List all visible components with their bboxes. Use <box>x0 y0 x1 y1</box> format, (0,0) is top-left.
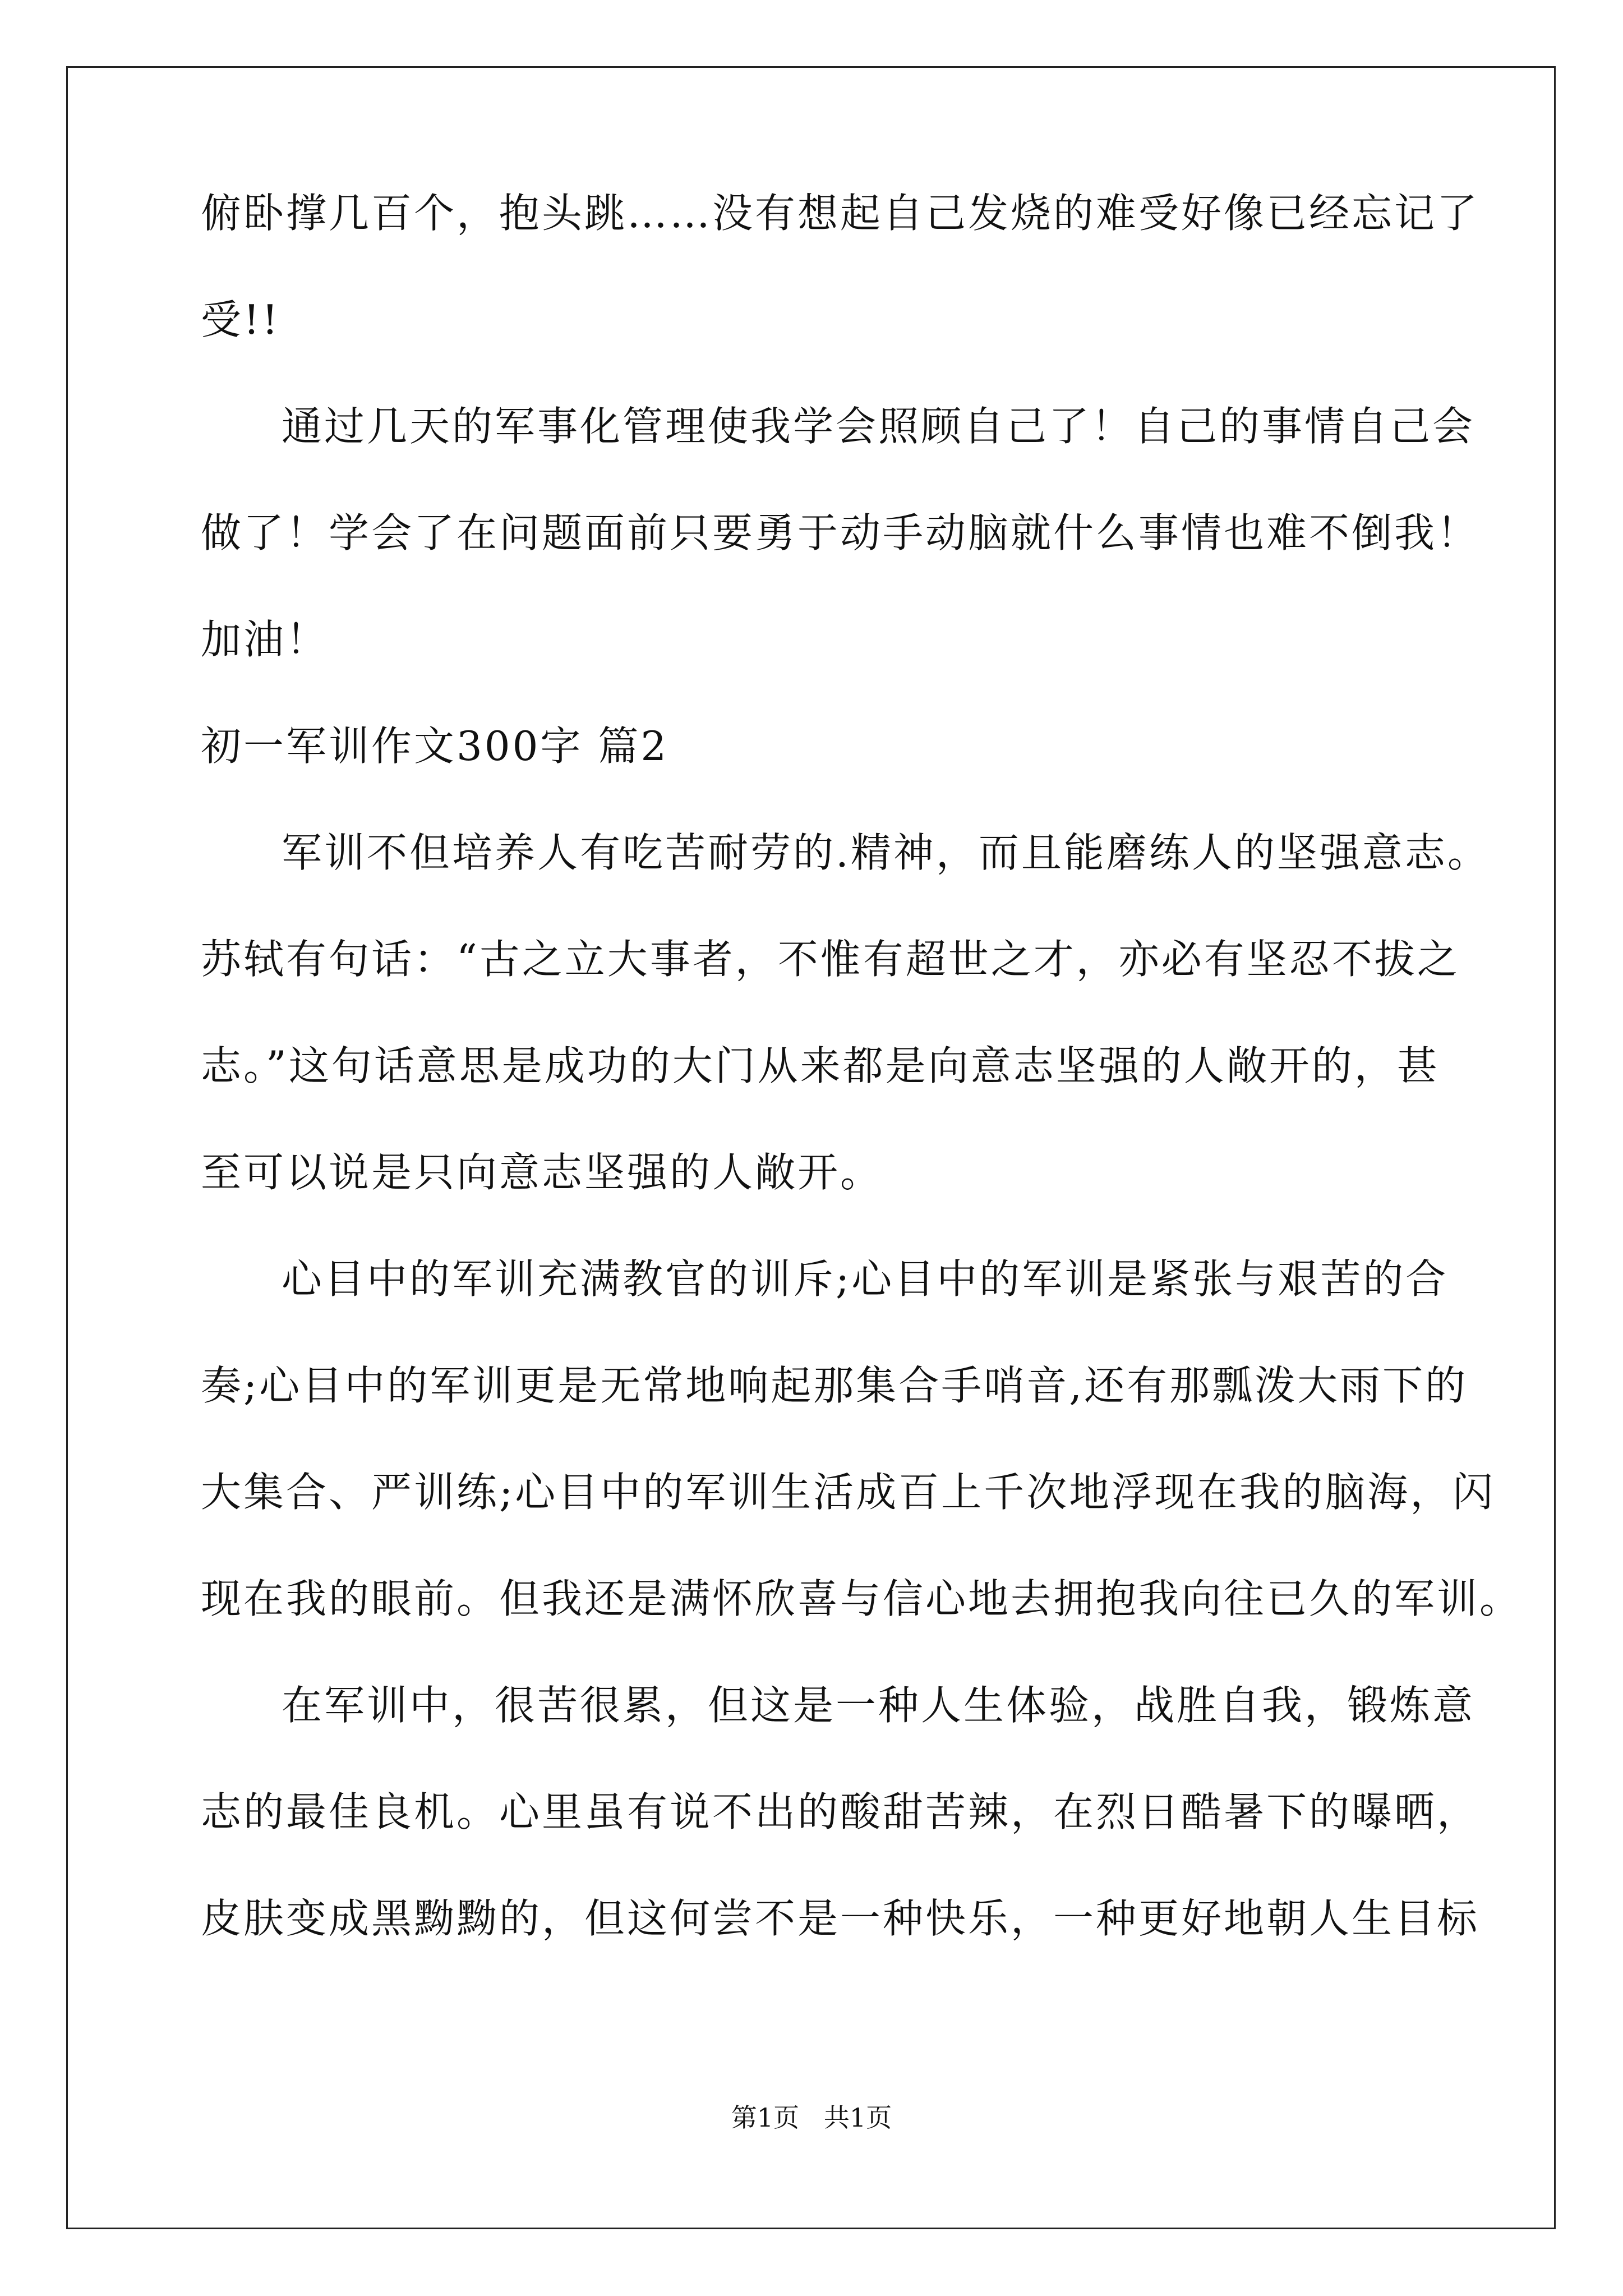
paragraph-line: 通过几天的军事化管理使我学会照顾自己了！自己的事情自己会 <box>282 403 1476 450</box>
paragraph-line: 皮肤变成黑黝黝的，但这何尝不是一种快乐，一种更好地朝人生目标 <box>201 1895 1480 1942</box>
paragraph-line: 受!! <box>201 296 280 343</box>
paragraph-line: 在军训中，很苦很累，但这是一种人生体验，战胜自我，锻炼意 <box>282 1682 1476 1729</box>
paragraph-line: 奏;心目中的军训更是无常地响起那集合手哨音,还有那瓢泼大雨下的 <box>201 1362 1468 1409</box>
paragraph-line: 俯卧撑几百个，抱头跳……没有想起自己发烧的难受好像已经忘记了 <box>201 190 1480 237</box>
paragraph-line: 志。”这句话意思是成功的大门从来都是向意志坚强的人敞开的，甚 <box>201 1042 1440 1089</box>
section-heading: 初一军训作文300字 篇2 <box>201 723 669 770</box>
paragraph-line: 现在我的眼前。但我还是满怀欣喜与信心地去拥抱我向往已久的军训。 <box>201 1575 1523 1622</box>
paragraph-line: 加油！ <box>201 616 329 663</box>
paragraph-line: 做了！学会了在问题面前只要勇于动手动脑就什么事情也难不倒我！ <box>201 509 1480 556</box>
page-footer: 第1页 共1页 <box>731 2102 892 2133</box>
paragraph-line: 志的最佳良机。心里虽有说不出的酸甜苦辣，在烈日酷暑下的曝晒， <box>201 1788 1480 1835</box>
paragraph-line: 军训不但培养人有吃苦耐劳的.精神，而且能磨练人的坚强意志。 <box>282 829 1490 876</box>
paragraph-line: 心目中的军训充满教官的训斥;心目中的军训是紧张与艰苦的合 <box>282 1255 1449 1303</box>
paragraph-line: 至可以说是只向意志坚强的人敞开。 <box>201 1149 883 1196</box>
paragraph-line: 大集合、严训练;心目中的军训生活成百上千次地浮现在我的脑海，闪 <box>201 1469 1496 1516</box>
paragraph-line: 苏轼有句话：“古之立大事者，不惟有超世之才，亦必有坚忍不拔之 <box>201 936 1460 983</box>
